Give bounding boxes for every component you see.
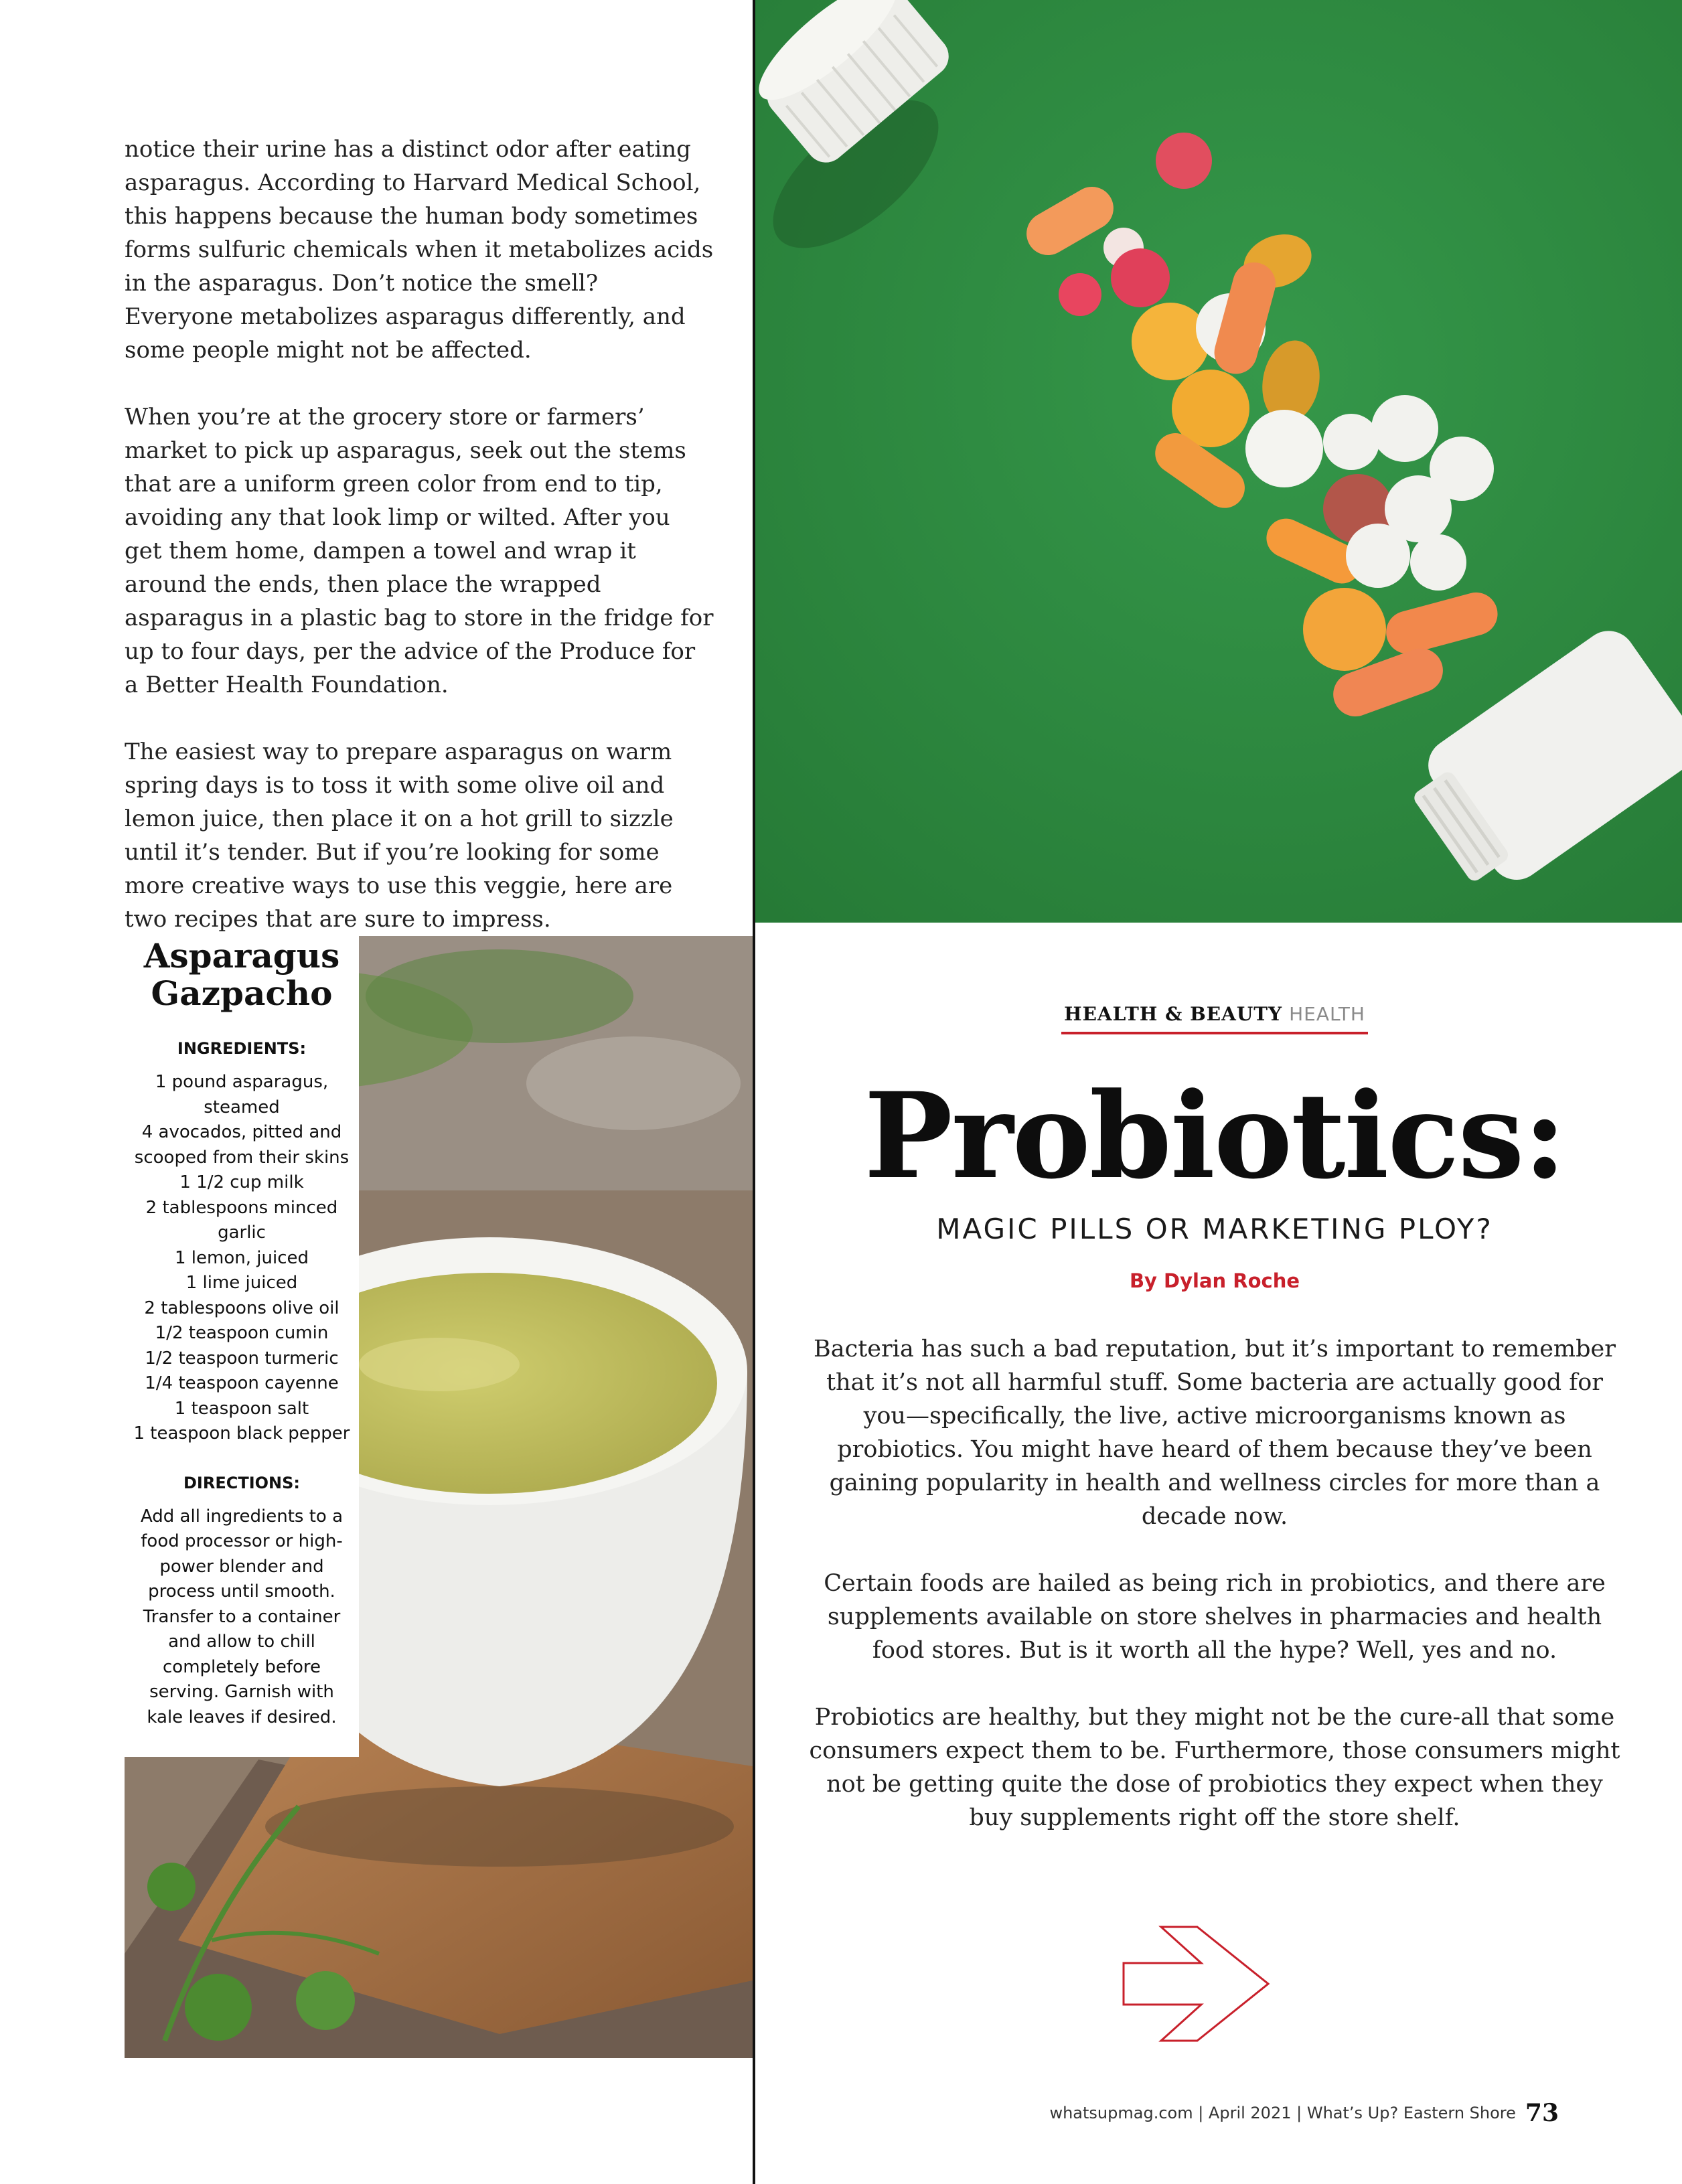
ingredient-item: 1 lemon, juiced bbox=[175, 1247, 309, 1268]
page-number: 73 bbox=[1525, 2099, 1559, 2127]
ingredient-item: 1/2 teaspoon turmeric bbox=[145, 1348, 339, 1369]
ingredient-item: 1 pound asparagus, steamed bbox=[155, 1072, 329, 1117]
directions-heading: DIRECTIONS: bbox=[183, 1473, 300, 1492]
ingredient-item: 2 tablespoons minced garlic bbox=[145, 1197, 338, 1243]
kicker-subsection: HEALTH bbox=[1289, 1003, 1365, 1025]
subheadline: MAGIC PILLS OR MARKETING PLOY? bbox=[936, 1213, 1493, 1245]
left-paragraph-1: notice their urine has a distinct odor after eating asparagus. According to Harvard Medical School, this happens because the human body sometimes forms sulfuric chemicals when it metabolizes acids in the asparagus. Don’t notice the smell? Everyone metabolizes asparagus differently, and some people might not be affected. bbox=[125, 136, 714, 364]
article bbox=[804, 923, 1626, 1835]
pills-illustration bbox=[755, 0, 1682, 923]
footer-publication: whatsupmag.com | April 2021 | What’s Up? Eastern Shore bbox=[1049, 2104, 1516, 2122]
directions-text: Add all ingredients to a food processor or high-power blender and process until smooth. Transfer to a container and allow to chill completely before serving. Garnish with kale leaves if desired. bbox=[140, 1506, 343, 1727]
article-paragraph-3: Probiotics are healthy, but they might not be the cure-all that some consumers expect them to be. Furthermore, those consumers might not be getting quite the dose of probiotics they expect when they buy supplements right off the store shelf. bbox=[809, 1704, 1620, 1831]
article-paragraph-2: Certain foods are hailed as being rich in probiotics, and there are supplements available on store shelves in pharmacies and health food stores. But is it worth all the hype? Well, yes and no. bbox=[824, 1570, 1606, 1664]
ingredient-item: 1 teaspoon salt bbox=[174, 1398, 309, 1419]
left-paragraph-3: The easiest way to prepare asparagus on warm spring days is to toss it with some olive oil and lemon juice, then place it on a hot grill to sizzle until it’s tender. But if you’re looking for some more creative ways to use this veggie, here are two recipes that are sure to impress. bbox=[125, 738, 674, 933]
ingredient-item: 1 teaspoon black pepper bbox=[133, 1423, 350, 1444]
recipe-title: Asparagus Gazpacho bbox=[143, 936, 340, 1013]
kicker-underline bbox=[1061, 1003, 1368, 1034]
article-paragraph-1: Bacteria has such a bad reputation, but it’s important to remember that it’s not all harmful stuff. Some bacteria are actually good for you—specifically, the live, active microorganisms known as probiotics. You might have heard of them because they’ve been gaining popularity in health and wellness circles for more than a decade now. bbox=[814, 1336, 1616, 1530]
headline: Probiotics: bbox=[864, 1067, 1565, 1205]
ingredient-item: 1/2 teaspoon cumin bbox=[155, 1323, 329, 1343]
left-column-text bbox=[125, 133, 714, 969]
ingredient-item: 1/4 teaspoon cayenne bbox=[145, 1373, 339, 1393]
recipe-card bbox=[125, 936, 359, 1757]
kicker-section: HEALTH & BEAUTY bbox=[1064, 1003, 1283, 1025]
ingredient-item: 1 1/2 cup milk bbox=[179, 1172, 304, 1192]
ingredient-item: 1 lime juiced bbox=[185, 1273, 298, 1293]
ingredient-item: 4 avocados, pitted and scooped from their skins bbox=[134, 1122, 350, 1168]
byline: By Dylan Roche bbox=[1129, 1269, 1300, 1292]
pills-photo bbox=[755, 0, 1682, 923]
left-paragraph-2: When you’re at the grocery store or farmers’ market to pick up asparagus, seek out the stems that are a uniform green color from end to tip, avoiding any that look limp or wilted. After you get them home, dampen a towel and wrap it around the ends, then place the wrapped asparagus in a plastic bag to store in the fridge for up to four days, per the advice of the Produce for a Better Health Foundation. bbox=[125, 404, 714, 698]
arrow-right-outline-icon bbox=[1122, 1926, 1270, 2042]
ingredients-heading: INGREDIENTS: bbox=[177, 1039, 307, 1058]
section-kicker bbox=[804, 1003, 1626, 1034]
ingredient-item: 2 tablespoons olive oil bbox=[144, 1298, 339, 1318]
ingredients-list bbox=[125, 1070, 359, 1447]
page-footer bbox=[1049, 2097, 1559, 2129]
